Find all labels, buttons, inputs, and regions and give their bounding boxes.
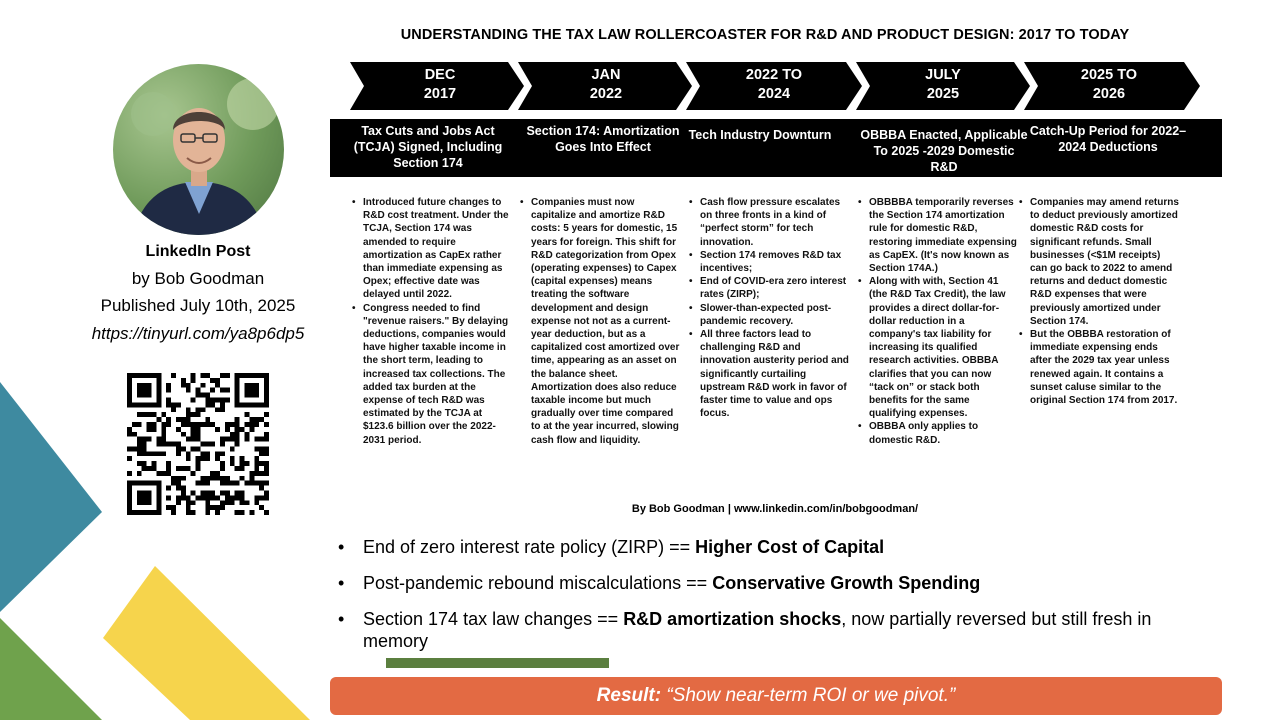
period-label-3: 2022 TO 2024 <box>745 67 803 102</box>
published-date: Published July 10th, 2025 <box>100 296 296 315</box>
list-item: • Post-pandemic rebound miscalculations == Conservative Growth Spending <box>338 573 981 593</box>
period-label-4: JULY 2025 <box>925 67 961 102</box>
list-item: • OBBBBA temporarily reverses the Section 174 amortization rule for domestic R&D, restoring immediate expensing as CapEX. (It's now known as Section 174A.) <box>858 196 1018 275</box>
list-item: • End of zero interest rate policy (ZIRP) == Higher Cost of Capital <box>338 537 885 557</box>
period-details-2 <box>520 196 680 447</box>
list-item: • Congress needed to find "revenue raisers." By delaying deductions, companies would have higher taxable income in the short term, leading to increased tax collections. The added tax burden at the expense of tech R&D was estimated by the TCJA at $123.6 billion over the 2022-2031 period. <box>352 302 512 447</box>
period-heading-4: OBBBA Enacted, Applicable To 2025 -2029 Domestic R&D <box>860 128 1028 174</box>
list-item: • Section 174 removes R&D tax incentives; <box>689 249 849 275</box>
accent-divider <box>386 658 609 668</box>
list-item: • Companies may amend returns to deduct previously amortized domestic R&D costs for significant refunds. Small businesses (<$1M receipts) can go back to 2022 to amend returns and deduct domestic R&D expenses that were previously amortized under Section 174. <box>1019 196 1179 328</box>
qr-code-icon <box>127 373 269 515</box>
bullet-icon: • <box>338 537 345 557</box>
list-item: • End of COVID-era zero interest rates (ZIRP); <box>689 275 849 301</box>
result-banner <box>330 677 1222 715</box>
period-label-2: JAN 2022 <box>589 67 623 102</box>
period-details-4 <box>858 196 1018 447</box>
green-triangle <box>0 618 102 720</box>
period-details-5 <box>1019 196 1179 407</box>
infographic-title: UNDERSTANDING THE TAX LAW ROLLERCOASTER FOR R&D AND PRODUCT DESIGN: 2017 TO TODAY <box>400 27 1130 43</box>
key-points-list <box>338 536 1198 666</box>
period-details-3 <box>689 196 849 420</box>
post-url[interactable]: https://tinyurl.com/ya8p6dp5 <box>91 324 305 343</box>
author-name: by Bob Goodman <box>131 269 265 288</box>
period-details-1 <box>352 196 512 447</box>
infographic-credit: By Bob Goodman | www.linkedin.com/in/bobgoodman/ <box>631 503 919 515</box>
list-item: • Slower-than-expected post-pandemic recovery. <box>689 302 849 328</box>
period-heading-1: Tax Cuts and Jobs Act (TCJA) Signed, Including Section 174 <box>353 124 503 170</box>
avatar <box>113 64 284 235</box>
bullet-icon: • <box>338 609 345 629</box>
period-heading-5: Catch-Up Period for 2022–2024 Deductions <box>1029 124 1187 154</box>
bullet-icon: • <box>338 573 345 593</box>
list-item: • But the OBBBA restoration of immediate expensing ends after the 2029 tax year unless renewed again. It contains a sunset caluse similar to the original Section 174 from 2017. <box>1019 328 1179 407</box>
period-heading-3: Tech Industry Downturn <box>688 128 832 142</box>
list-item: • Along with with, Section 41 (the R&D Tax Credit), the law provides a direct dollar-for-dollar reduction in a company's tax liability for increasing its qualified research activities. OBBBA clarifies that you can now “tack on” or stack both benefits for the same qualifying expenses. <box>858 275 1018 420</box>
list-item: • OBBBA only applies to domestic R&D. <box>858 420 1018 446</box>
period-label-1: DEC 2017 <box>423 67 457 102</box>
list-item: • Introduced future changes to R&D cost treatment. Under the TCJA, Section 174 was amended to require amortization as CapEx rather than immediate expensing as Opex; effective date was delayed until 2022. <box>352 196 512 302</box>
list-item: • Cash flow pressure escalates on three fronts in a kind of “perfect storm” for tech innovation. <box>689 196 849 249</box>
period-heading-2: Section 174: Amortization Goes Into Effect <box>526 124 680 154</box>
teal-triangle <box>0 382 102 612</box>
period-label-5: 2025 TO 2026 <box>1080 67 1138 102</box>
result-label: Result: <box>596 685 662 706</box>
list-item: • Companies must now capitalize and amortize R&D costs: 5 years for domestic, 15 years for foreign. This shift for R&D categorization from Opex (operating expenses) to Capex (capital expenses) means treating the software development and design expense not not as a current-year deduction, but as a capitalized cost amortized over time, appearing as an asset on the balance sheet. Amortization does also reduce taxable income but much gradually over time compared to at the year incurred, slowing cash flow and liquidity. <box>520 196 680 447</box>
person-portrait-icon <box>113 64 284 235</box>
post-title: LinkedIn Post <box>145 243 251 260</box>
result-text: “Show near-term ROI or we pivot.” <box>661 685 956 706</box>
list-item: • Section 174 tax law changes == R&D amortization shocks, now partially reversed but still fresh in memory <box>338 609 1152 651</box>
yellow-triangle <box>103 566 310 720</box>
list-item: • All three factors lead to challenging R&D and innovation austerity period and significantly curtailing upstream R&D work in favor of faster time to value and ops focus. <box>689 328 849 420</box>
